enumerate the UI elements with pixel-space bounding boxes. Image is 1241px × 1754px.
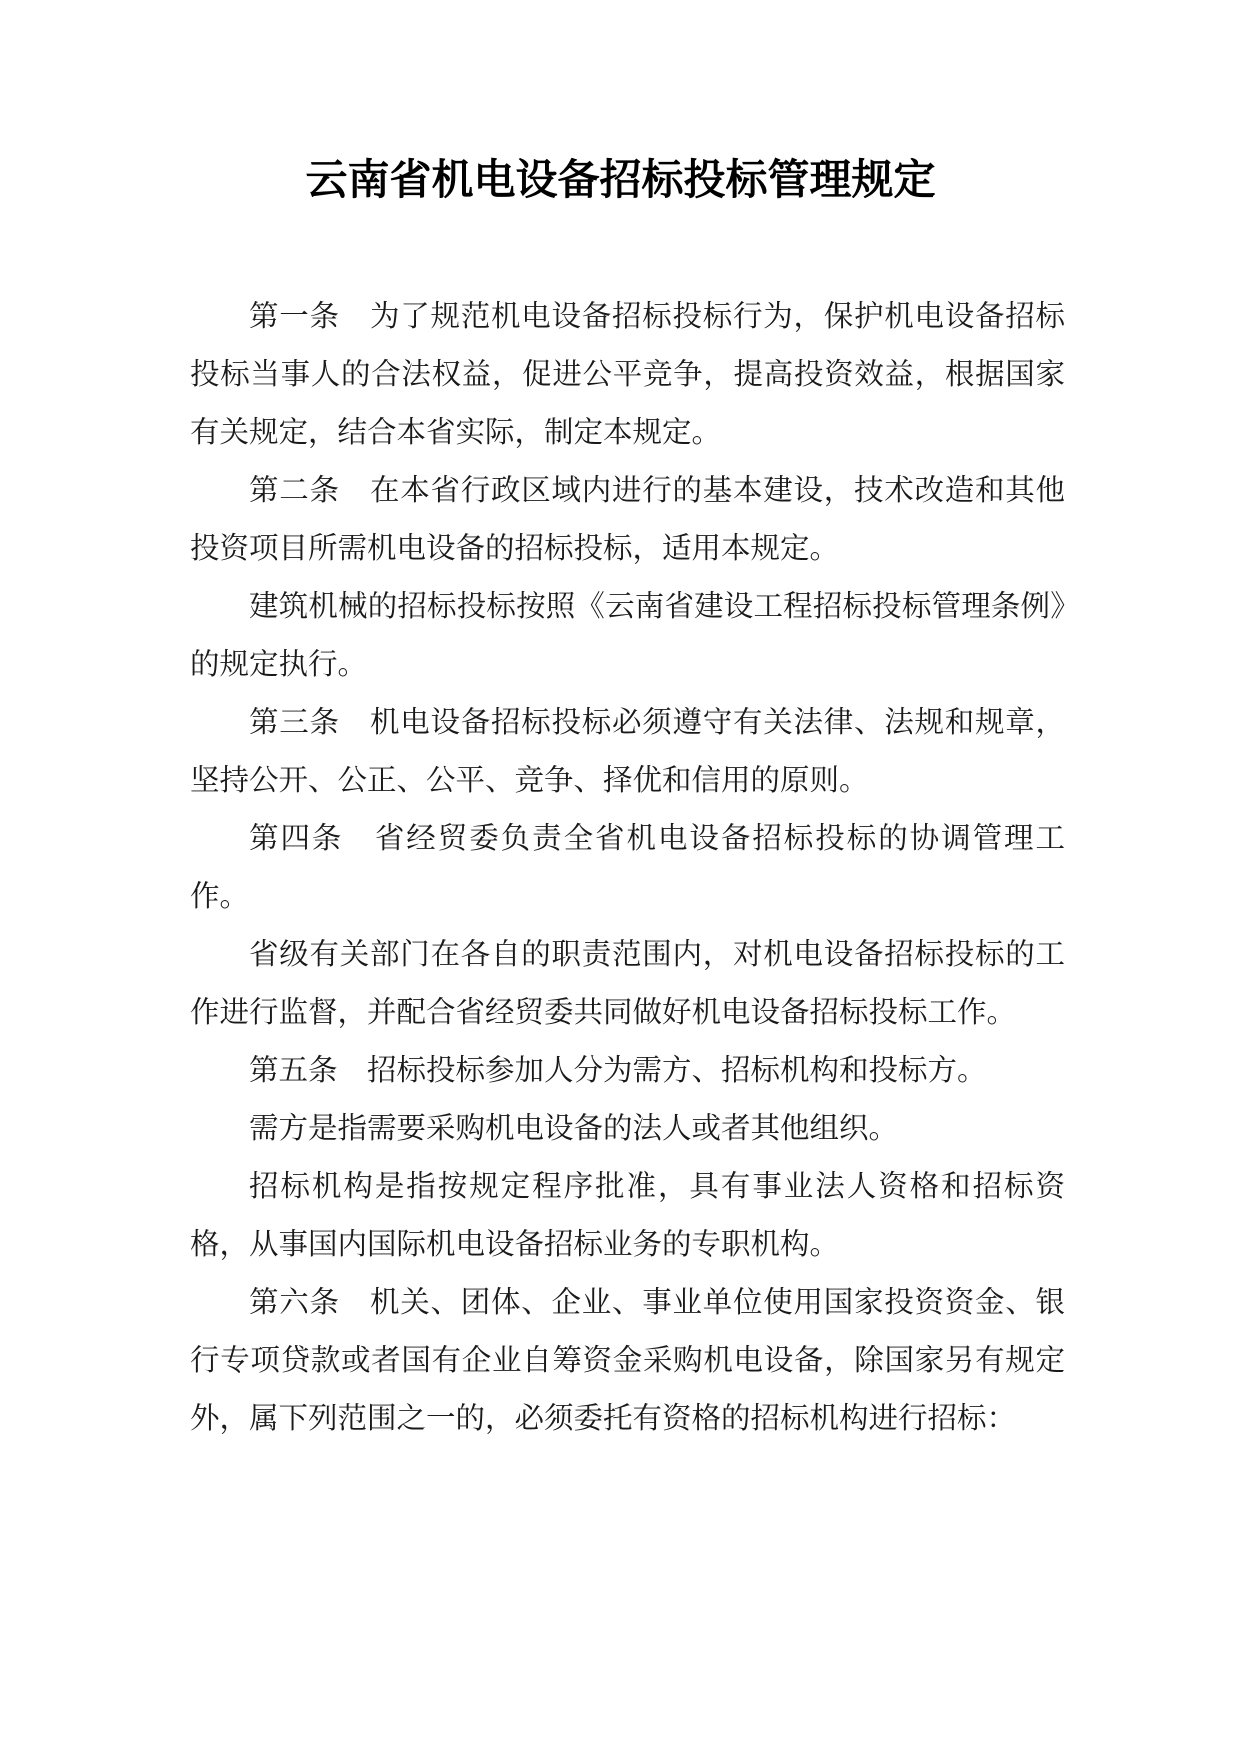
article-5-bidding-agency-paragraph: 招标机构是指按规定程序批准，具有事业法人资格和招标资格，从事国内国际机电设备招标业务的专职机构。 <box>190 1169 1065 1261</box>
document-title: 云南省机电设备招标投标管理规定 <box>305 155 936 204</box>
article-6-paragraph: 第六条 机关、团体、企业、事业单位使用国家投资资金、银行专项贷款或者国有企业自筹资金采购机电设备，除国家另有规定外，属下列范围之一的，必须委托有资格的招标机构进行招标： <box>190 1285 1065 1435</box>
article-2-construction-machinery-paragraph: 建筑机械的招标投标按照《云南省建设工程招标投标管理条例》的规定执行。 <box>190 589 1065 681</box>
article-3-paragraph: 第三条 机电设备招标投标必须遵守有关法律、法规和规章，坚持公开、公正、公平、竞争、择优和信用的原则。 <box>190 705 1065 797</box>
article-1-paragraph: 第一条 为了规范机电设备招标投标行为，保护机电设备招标投标当事人的合法权益，促进公平竞争，提高投资效益，根据国家有关规定，结合本省实际，制定本规定。 <box>190 299 1065 449</box>
article-5-paragraph: 第五条 招标投标参加人分为需方、招标机构和投标方。 <box>249 1053 987 1087</box>
article-5-demand-side-paragraph: 需方是指需要采购机电设备的法人或者其他组织。 <box>249 1111 899 1145</box>
article-2-paragraph: 第二条 在本省行政区域内进行的基本建设，技术改造和其他投资项目所需机电设备的招标投标，适用本规定。 <box>190 473 1065 565</box>
article-4-supervision-paragraph: 省级有关部门在各自的职责范围内，对机电设备招标投标的工作进行监督，并配合省经贸委共同做好机电设备招标投标工作。 <box>190 937 1065 1029</box>
article-4-paragraph: 第四条 省经贸委负责全省机电设备招标投标的协调管理工作。 <box>190 821 1065 913</box>
document-body <box>190 287 1065 1447</box>
